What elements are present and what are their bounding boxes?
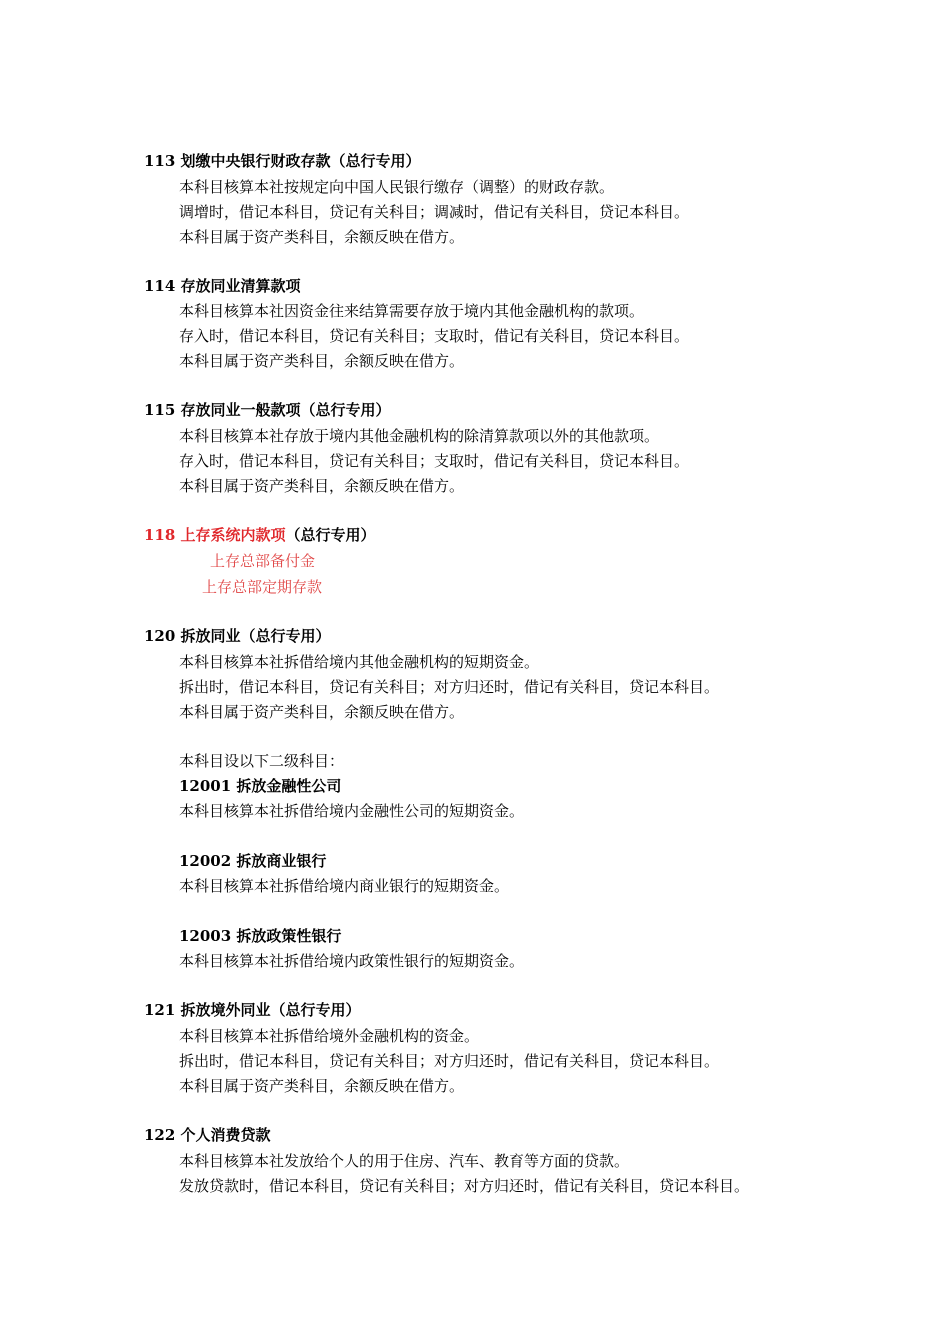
section-122-title: 122 个人消费贷款 — [144, 1126, 271, 1144]
subsection-12001-title: 12001 拆放金融性公司 — [179, 777, 342, 795]
section-113-title: 113 划缴中央银行财政存款（总行专用） — [144, 152, 421, 170]
section-115-line-3: 本科目属于资产类科目，余额反映在借方。 — [179, 477, 465, 495]
section-118-line-1: 上存总部备付金 — [210, 552, 316, 570]
subsection-12003-title: 12003 拆放政策性银行 — [179, 927, 342, 945]
section-121-line-1: 本科目核算本社拆借给境外金融机构的资金。 — [179, 1027, 480, 1045]
section-121-line-3: 本科目属于资产类科目，余额反映在借方。 — [179, 1077, 465, 1095]
section-113-line-3: 本科目属于资产类科目，余额反映在借方。 — [179, 228, 465, 246]
section-120-title: 120 拆放同业（总行专用） — [144, 627, 331, 645]
section-120-line-3: 本科目属于资产类科目，余额反映在借方。 — [179, 703, 465, 721]
section-114-line-3: 本科目属于资产类科目，余额反映在借方。 — [179, 352, 465, 370]
section-120-line-2: 拆出时，借记本科目，贷记有关科目；对方归还时，借记有关科目，贷记本科目。 — [179, 678, 720, 696]
section-115-line-1: 本科目核算本社存放于境内其他金融机构的除清算款项以外的其他款项。 — [179, 427, 660, 445]
section-121-title: 121 拆放境外同业（总行专用） — [144, 1001, 361, 1019]
section-122-line-1: 本科目核算本社发放给个人的用于住房、汽车、教育等方面的贷款。 — [179, 1152, 630, 1170]
subsection-12002-desc: 本科目核算本社拆借给境内商业银行的短期资金。 — [179, 877, 510, 895]
section-114-line-2: 存入时，借记本科目，贷记有关科目；支取时，借记有关科目，贷记本科目。 — [179, 327, 690, 345]
section-118-title-suffix: （总行专用） — [285, 526, 376, 544]
section-121-line-2: 拆出时，借记本科目，贷记有关科目；对方归还时，借记有关科目，贷记本科目。 — [179, 1052, 720, 1070]
section-118-line-2: 上存总部定期存款 — [202, 578, 323, 596]
section-113-line-2: 调增时，借记本科目，贷记有关科目；调减时，借记有关科目，贷记本科目。 — [179, 203, 690, 221]
subsection-12003-desc: 本科目核算本社拆借给境内政策性银行的短期资金。 — [179, 952, 525, 970]
section-120-line-1: 本科目核算本社拆借给境内其他金融机构的短期资金。 — [179, 653, 540, 671]
section-113-line-1: 本科目核算本社按规定向中国人民银行缴存（调整）的财政存款。 — [179, 178, 615, 196]
subsection-12001-desc: 本科目核算本社拆借给境内金融性公司的短期资金。 — [179, 802, 525, 820]
subsection-12002-title: 12002 拆放商业银行 — [179, 852, 327, 870]
section-114-title: 114 存放同业清算款项 — [144, 277, 301, 295]
section-120-sub-intro: 本科目设以下二级科目： — [179, 752, 345, 770]
section-114-line-1: 本科目核算本社因资金往来结算需要存放于境内其他金融机构的款项。 — [179, 302, 645, 320]
section-118-title — [144, 525, 376, 545]
section-122-line-2: 发放贷款时，借记本科目，贷记有关科目；对方归还时，借记有关科目，贷记本科目。 — [179, 1177, 750, 1195]
section-115-title: 115 存放同业一般款项（总行专用） — [144, 401, 391, 419]
section-115-line-2: 存入时，借记本科目，贷记有关科目；支取时，借记有关科目，贷记本科目。 — [179, 452, 690, 470]
section-118-title-red: 118 上存系统内款项 — [144, 526, 286, 544]
